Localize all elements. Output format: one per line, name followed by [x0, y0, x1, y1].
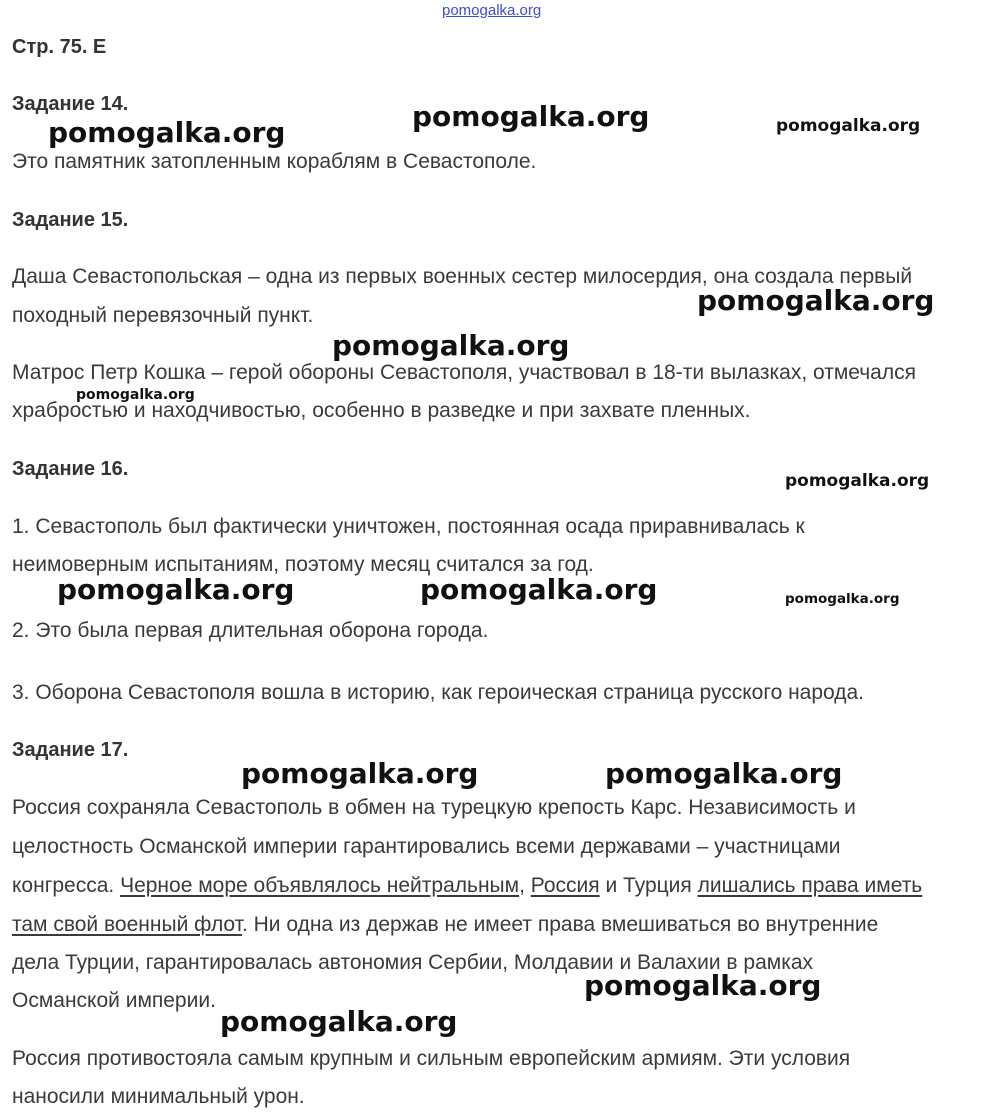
watermark: pomogalka.org	[241, 757, 479, 790]
task-17-line: дела Турции, гарантировалась автономия Сербии, Молдавии и Валахии в рамках	[12, 951, 814, 974]
watermark: pomogalka.org	[584, 969, 822, 1002]
underlined-phrase: лишались права иметь	[697, 874, 923, 897]
task-16-line: 1. Севастополь был фактически уничтожен, постоянная осада приравнивалась к	[12, 515, 805, 538]
task-15-title: Задание 15.	[12, 209, 129, 231]
watermark: pomogalka.org	[605, 757, 843, 790]
task-17-line: Россия противостояла самым крупным и сильным европейским армиям. Эти условия	[12, 1047, 851, 1070]
text-segment: ,	[519, 874, 531, 897]
watermark: pomogalka.org	[785, 591, 900, 607]
watermark: pomogalka.org	[697, 284, 935, 317]
task-17-line: целостность Османской империи гарантировались всеми державами – участницами	[12, 835, 841, 858]
watermark: pomogalka.org	[332, 329, 570, 362]
page-reference: Стр. 75. Е	[12, 36, 107, 58]
underlined-phrase: Черное море объявлялось нейтральным	[120, 874, 520, 897]
watermark: pomogalka.org	[76, 387, 195, 403]
watermark: pomogalka.org	[220, 1005, 458, 1038]
watermark: pomogalka.org	[776, 116, 921, 136]
text-segment: конгресса.	[12, 874, 121, 897]
task-16-title: Задание 16.	[12, 458, 129, 480]
task-15-line: Даша Севастопольская – одна из первых военных сестер милосердия, она создала первый	[12, 265, 913, 288]
task-15-line: храбростью и находчивостью, особенно в разведке и при захвате пленных.	[12, 399, 751, 422]
watermark: pomogalka.org	[785, 471, 930, 491]
task-17-line: наносили минимальный урон.	[12, 1085, 305, 1108]
watermark: pomogalka.org	[48, 116, 286, 149]
underlined-phrase: там свой военный флот	[12, 913, 242, 936]
task-17-line: Османской империи.	[12, 989, 216, 1012]
task-17-title: Задание 17.	[12, 739, 129, 761]
task-16-line: 2. Это была первая длительная оборона города.	[12, 619, 489, 642]
watermark: pomogalka.org	[420, 573, 658, 606]
underlined-phrase: Россия	[530, 874, 600, 897]
task-14-line: Это памятник затопленным кораблям в Севастополе.	[12, 150, 537, 173]
watermark-top: pomogalka.org	[442, 2, 542, 19]
task-17-line-4	[12, 914, 878, 935]
watermark: pomogalka.org	[57, 573, 295, 606]
task-14-title: Задание 14.	[12, 93, 129, 115]
text-segment: и Турция	[599, 874, 698, 897]
task-17-line-3	[12, 875, 922, 896]
text-segment: . Ни одна из держав не имеет права вмешиваться во внутренние	[241, 913, 879, 936]
task-15-line: Матрос Петр Кошка – герой обороны Севастополя, участвовал в 18-ти вылазках, отмечался	[12, 361, 916, 384]
task-16-line: неимоверным испытаниям, поэтому месяц считался за год.	[12, 553, 594, 576]
task-15-line: походный перевязочный пункт.	[12, 304, 314, 327]
task-16-line: 3. Оборона Севастополя вошла в историю, как героическая страница русского народа.	[12, 681, 865, 704]
task-17-line: Россия сохраняла Севастополь в обмен на турецкую крепость Карс. Независимость и	[12, 796, 856, 819]
watermark: pomogalka.org	[412, 100, 650, 133]
